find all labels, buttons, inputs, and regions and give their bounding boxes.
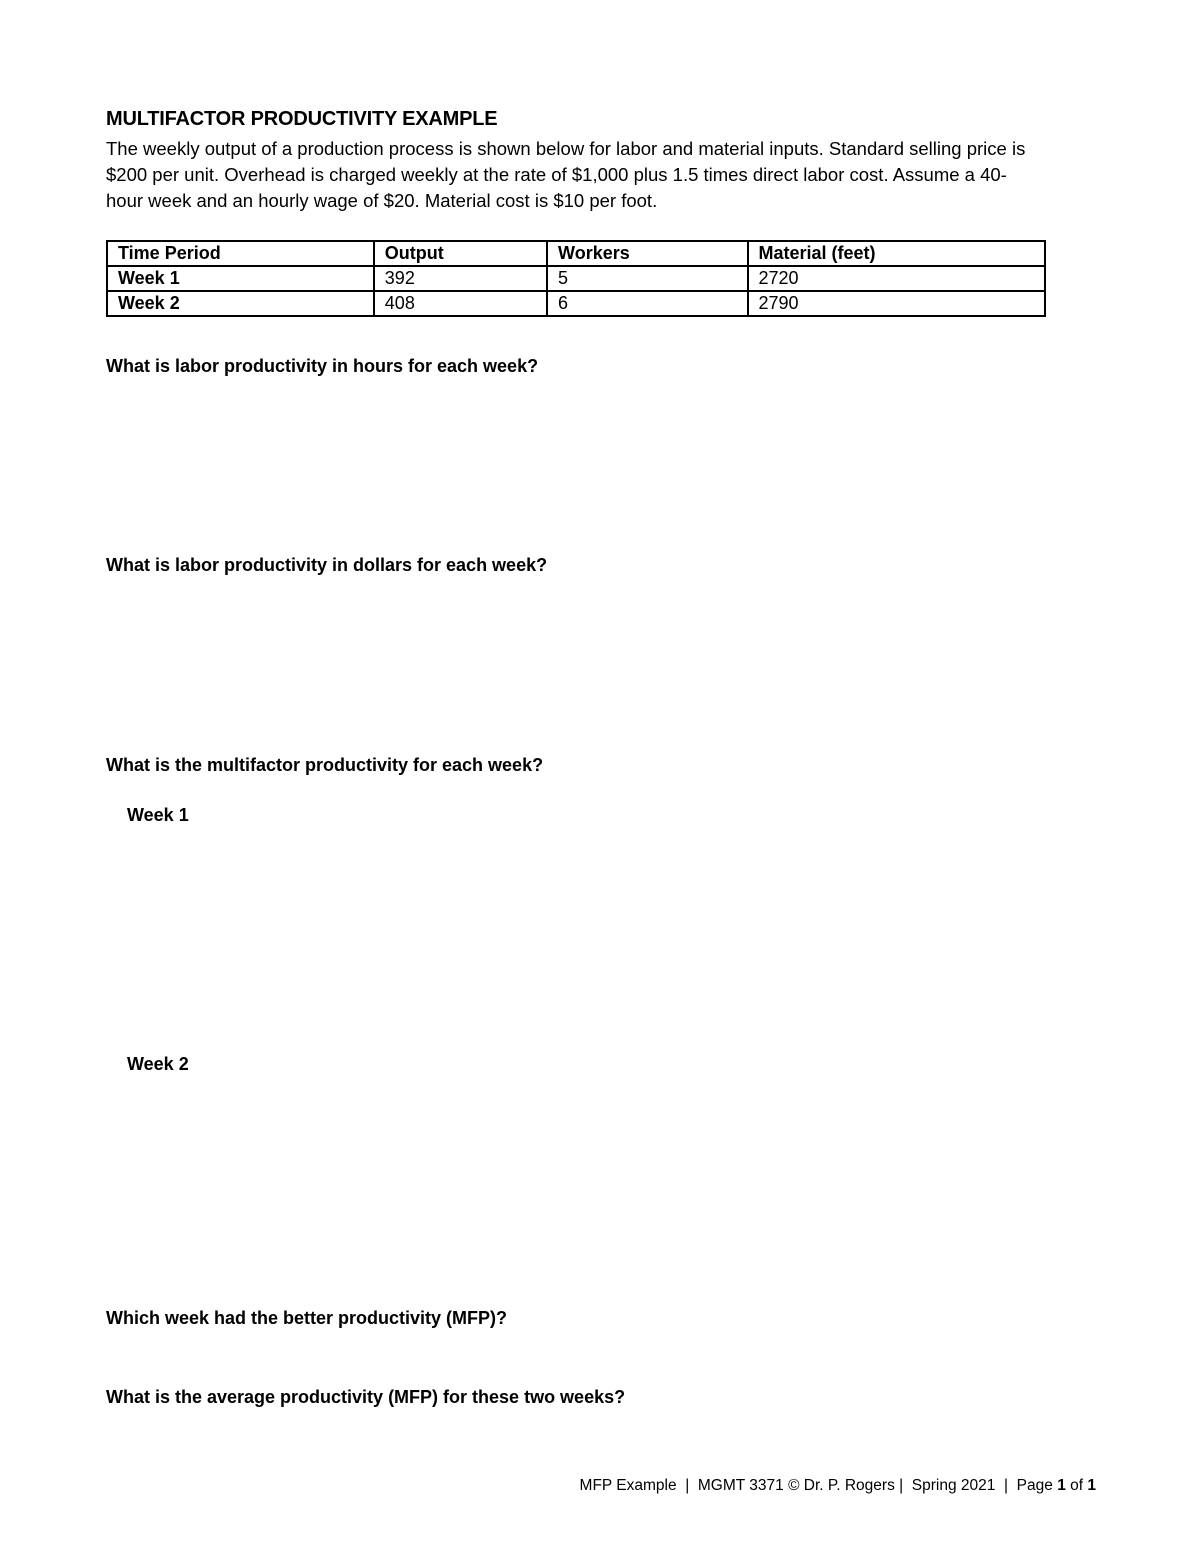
footer-of-label: of [1070, 1477, 1084, 1494]
header-time-period: Time Period [107, 241, 374, 266]
cell-output: 408 [374, 291, 547, 316]
table-header-row [107, 241, 1045, 266]
cell-time-period: Week 1 [107, 266, 374, 291]
table-row [107, 291, 1045, 316]
footer-separator: | [685, 1477, 690, 1494]
footer-course: MGMT 3371 [697, 1477, 784, 1494]
footer-separator: | [1004, 1477, 1009, 1494]
header-output: Output [374, 241, 547, 266]
question-better-week: Which week had the better productivity (MFP)? [106, 1308, 508, 1328]
footer-separator: | [899, 1477, 904, 1494]
week1-label: Week 1 [127, 805, 189, 825]
intro-line: $200 per unit. Overhead is charged weekly at the rate of $1,000 plus 1.5 times direct labor cost. Assume a 40- [106, 164, 1007, 185]
cell-material: 2790 [748, 291, 1045, 316]
page-footer [580, 1477, 1096, 1495]
question-multifactor: What is the multifactor productivity for each week? [106, 755, 544, 775]
production-table [106, 240, 1046, 317]
question-labor-dollars: What is labor productivity in dollars for each week? [106, 555, 548, 575]
intro-paragraph [106, 136, 1106, 214]
cell-time-period: Week 2 [107, 291, 374, 316]
footer-page-label: Page [1016, 1477, 1053, 1494]
intro-line: The weekly output of a production process is shown below for labor and material inputs. Standard selling price is [106, 138, 1026, 159]
header-material: Material (feet) [748, 241, 1045, 266]
document-title: MULTIFACTOR PRODUCTIVITY EXAMPLE [106, 108, 498, 130]
footer-term: Spring 2021 [911, 1477, 996, 1494]
footer-page-number: 1 [1057, 1477, 1066, 1494]
cell-workers: 6 [547, 291, 747, 316]
cell-material: 2720 [748, 266, 1045, 291]
cell-workers: 5 [547, 266, 747, 291]
intro-line: hour week and an hourly wage of $20. Material cost is $10 per foot. [106, 190, 658, 211]
footer-author: © Dr. P. Rogers [788, 1477, 895, 1494]
week2-label: Week 2 [127, 1054, 189, 1074]
question-labor-hours: What is labor productivity in hours for each week? [106, 356, 539, 376]
footer-page-total: 1 [1087, 1477, 1096, 1494]
table-row [107, 266, 1045, 291]
footer-doc-name: MFP Example [579, 1477, 677, 1494]
cell-output: 392 [374, 266, 547, 291]
header-workers: Workers [547, 241, 747, 266]
question-average-mfp: What is the average productivity (MFP) for these two weeks? [106, 1387, 626, 1407]
